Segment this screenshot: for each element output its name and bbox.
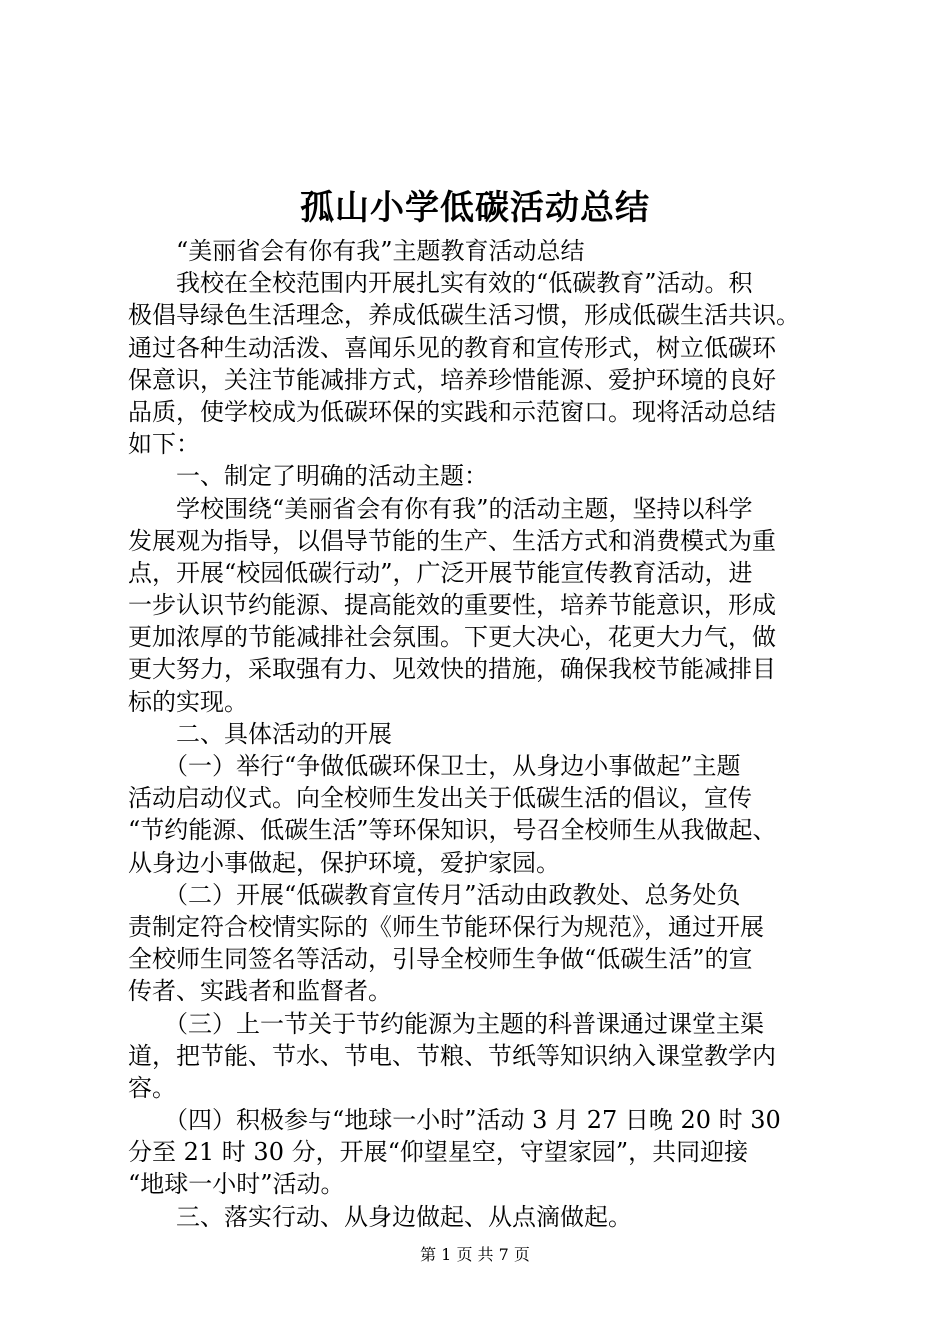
body-line: 如下： [128,430,200,459]
body-line: 保意识，关注节能减排方式，培养珍惜能源、爱护环境的良好 [128,365,776,394]
body-line: 容。 [128,1073,176,1102]
section-heading: 三、落实行动、从身边做起、从点滴做起。 [128,1202,632,1231]
body-line: 传者、实践者和监督者。 [128,977,392,1006]
body-line: “地球一小时”活动。 [128,1170,345,1199]
body-line: 道，把节能、节水、节电、节粮、节纸等知识纳入课堂教学内 [128,1041,776,1070]
body-line: （三）上一节关于节约能源为主题的科普课通过课堂主渠 [128,1009,764,1038]
body-line: 更大努力，采取强有力、见效快的措施，确保我校节能减排目 [128,655,776,684]
body-line: （二）开展“低碳教育宣传月”活动由政教处、总务处负 [128,880,741,909]
body-line: 点，开展“校园低碳行动”，广泛开展节能宣传教育活动，进 [128,558,753,587]
body-line: 发展观为指导，以倡导节能的生产、生活方式和消费模式为重 [128,526,776,555]
document-body [128,235,840,1233]
body-line: 责制定符合校情实际的《师生节能环保行为规范》，通过开展 [128,912,764,941]
body-line: 更加浓厚的节能减排社会氛围。下更大决心，花更大力气，做 [128,623,776,652]
body-line: 学校围绕“美丽省会有你有我”的活动主题，坚持以科学 [128,494,753,523]
body-line: 极倡导绿色生活理念，养成低碳生活习惯，形成低碳生活共识。 [128,301,800,330]
body-line: 活动启动仪式。向全校师生发出关于低碳生活的倡议，宣传 [128,784,752,813]
body-line: 我校在全校范围内开展扎实有效的“低碳教育”活动。积 [128,269,753,298]
body-line: 标的实现。 [128,687,248,716]
section-heading: 二、具体活动的开展 [128,719,392,748]
body-line: “节约能源、低碳生活”等环保知识，号召全校师生从我做起、 [128,816,777,845]
page-footer: 第 1 页 共 7 页 [420,1245,530,1264]
body-line: “美丽省会有你有我”主题教育活动总结 [128,237,585,265]
body-line: 全校师生同签名等活动，引导全校师生争做“低碳生活”的宣 [128,945,753,974]
body-line: 分至 21 时 30 分，开展“仰望星空，守望家园”，共同迎接 [128,1138,749,1167]
body-line: （四）积极参与“地球一小时”活动 3 月 27 日晚 20 时 30 [128,1106,781,1135]
body-line: （一）举行“争做低碳环保卫士，从身边小事做起”主题 [128,752,741,780]
body-line: 一步认识节约能源、提高能效的重要性，培养节能意识，形成 [128,591,776,620]
body-line: 从身边小事做起，保护环境，爱护家园。 [128,848,560,877]
section-heading: 一、制定了明确的活动主题： [128,462,488,491]
body-line: 品质，使学校成为低碳环保的实践和示范窗口。现将活动总结 [128,397,776,426]
body-line: 通过各种生动活泼、喜闻乐见的教育和宣传形式，树立低碳环 [128,333,776,362]
document-title: 孤山小学低碳活动总结 [300,188,650,228]
